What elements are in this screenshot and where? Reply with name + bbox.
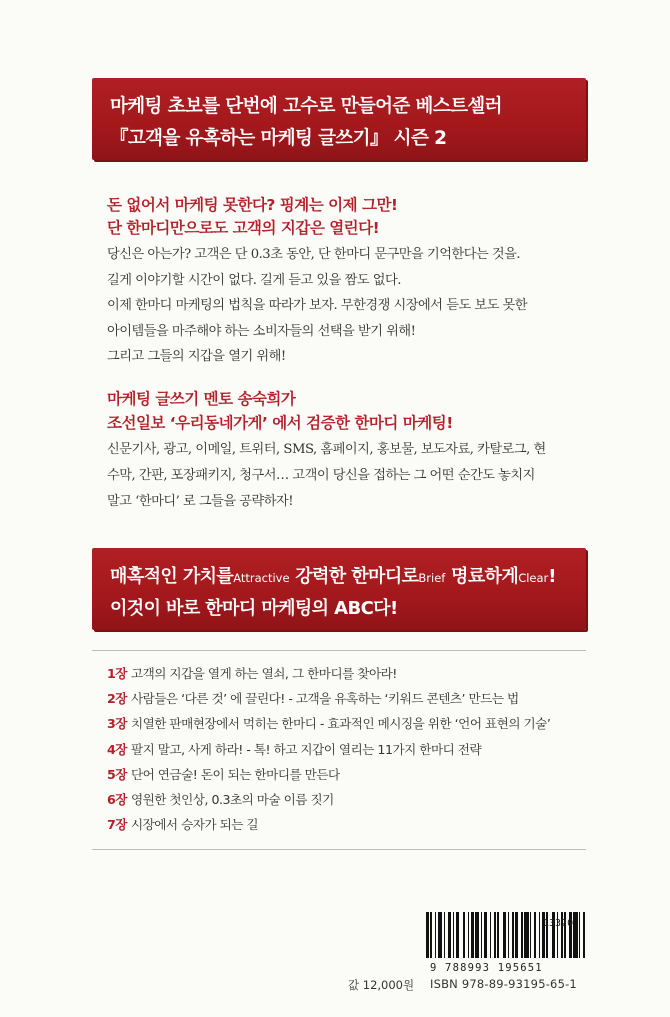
chapter-number: 5장 — [107, 767, 127, 782]
chapter-item — [107, 739, 481, 758]
banner-mid-text: ! — [548, 566, 556, 587]
section1-para-line: 이제 한마디 마케팅의 법칙을 따라가 보자. 무한경쟁 시장에서 듣도 보도 못한 — [107, 298, 528, 313]
chapter-title: 단어 연금술! 돈이 되는 한마디를 만든다 — [130, 767, 340, 782]
chapter-title: 고객의 지갑을 열게 하는 열쇠, 그 한마디를 찾아라! — [130, 666, 397, 681]
chapter-title: 치열한 판매현장에서 먹히는 한마디 - 효과적인 메시징을 위한 ‘언어 표현의 기술’ — [130, 716, 551, 731]
price-label: 값 12,000원 — [348, 978, 415, 992]
divider-bottom — [92, 849, 586, 850]
chapter-title: 사람들은 ‘다른 것’ 에 끌린다! - 고객을 유혹하는 ‘키워드 콘텐츠’ 만드는 법 — [130, 691, 519, 706]
section1-para-line: 아이템들을 마주해야 하는 소비자들의 선택을 받기 위해! — [107, 324, 416, 339]
chapter-item — [107, 713, 550, 732]
chapter-item — [107, 688, 519, 707]
section1-para-line: 당신은 아는가? 고객은 단 0.3초 동안, 단 한마디 문구만을 기억한다는 것을. — [107, 247, 521, 262]
chapter-item — [107, 814, 258, 833]
chapter-item — [107, 789, 334, 808]
banner-top-line2: 『고객을 유혹하는 마케팅 글쓰기』 시즌 2 — [110, 128, 447, 149]
barcode-bar — [585, 912, 586, 958]
chapter-number: 3장 — [107, 716, 127, 731]
barcode-digits: 9 788993 195651 — [430, 962, 543, 974]
section2-para-line: 수막, 간판, 포장패키지, 청구서… 고객이 당신을 접하는 그 어떤 순간도 놓치지 — [107, 468, 535, 483]
chapter-title: 영원한 첫인상, 0.3초의 마술 이름 짓기 — [130, 792, 334, 807]
banner-mid-en: Attractive — [233, 571, 290, 585]
section2-headline1: 마케팅 글쓰기 멘토 송숙희가 — [107, 390, 296, 408]
barcode-addon-code: 13320 — [543, 918, 574, 929]
chapter-number: 7장 — [107, 817, 127, 832]
chapter-number: 2장 — [107, 691, 127, 706]
chapter-item — [107, 764, 340, 783]
banner-mid-en: Clear — [518, 571, 549, 585]
section1-headline2: 단 한마디만으로도 고객의 지갑은 열린다! — [107, 219, 380, 237]
banner-mid-en: Brief — [418, 571, 446, 585]
chapter-number: 1장 — [107, 666, 127, 681]
chapter-number: 6장 — [107, 792, 127, 807]
chapter-title: 시장에서 승자가 되는 길 — [130, 817, 259, 832]
banner-mid-line2: 이것이 바로 한마디 마케팅의 ABC다! — [110, 598, 398, 619]
section2-para-line: 말고 ‘한마디’ 로 그들을 공략하자! — [107, 494, 294, 509]
headline-banner-top — [92, 78, 586, 160]
banner-mid-line1 — [110, 562, 556, 588]
chapter-title: 팔지 말고, 사게 하라! - 톡! 하고 지갑이 열리는 11가지 한마디 전략 — [130, 742, 482, 757]
section2-headline2: 조선일보 ‘우리동네가게’ 에서 검증한 한마디 마케팅! — [107, 414, 453, 432]
chapter-number: 4장 — [107, 742, 127, 757]
divider-top — [92, 650, 586, 651]
banner-mid-text: 매혹적인 가치를 — [110, 566, 234, 587]
section1-para-line: 그리고 그들의 지갑을 열기 위해! — [107, 349, 286, 364]
banner-top-line1: 마케팅 초보를 단번에 고수로 만들어준 베스트셀러 — [110, 96, 502, 117]
section1-para-line: 길게 이야기할 시간이 없다. 길게 듣고 있을 짬도 없다. — [107, 273, 401, 288]
headline-banner-mid — [92, 548, 586, 630]
banner-mid-text: 명료하게 — [445, 566, 519, 587]
section2-para-line: 신문기사, 광고, 이메일, 트위터, SMS, 홈페이지, 홍보물, 보도자료, 카탈로그, 현 — [107, 442, 546, 457]
chapter-item — [107, 663, 397, 682]
isbn-label: ISBN 978-89-93195-65-1 — [430, 977, 577, 991]
section1-headline1: 돈 없어서 마케팅 못한다? 핑계는 이제 그만! — [107, 196, 398, 214]
banner-mid-text: 강력한 한마디로 — [289, 566, 419, 587]
